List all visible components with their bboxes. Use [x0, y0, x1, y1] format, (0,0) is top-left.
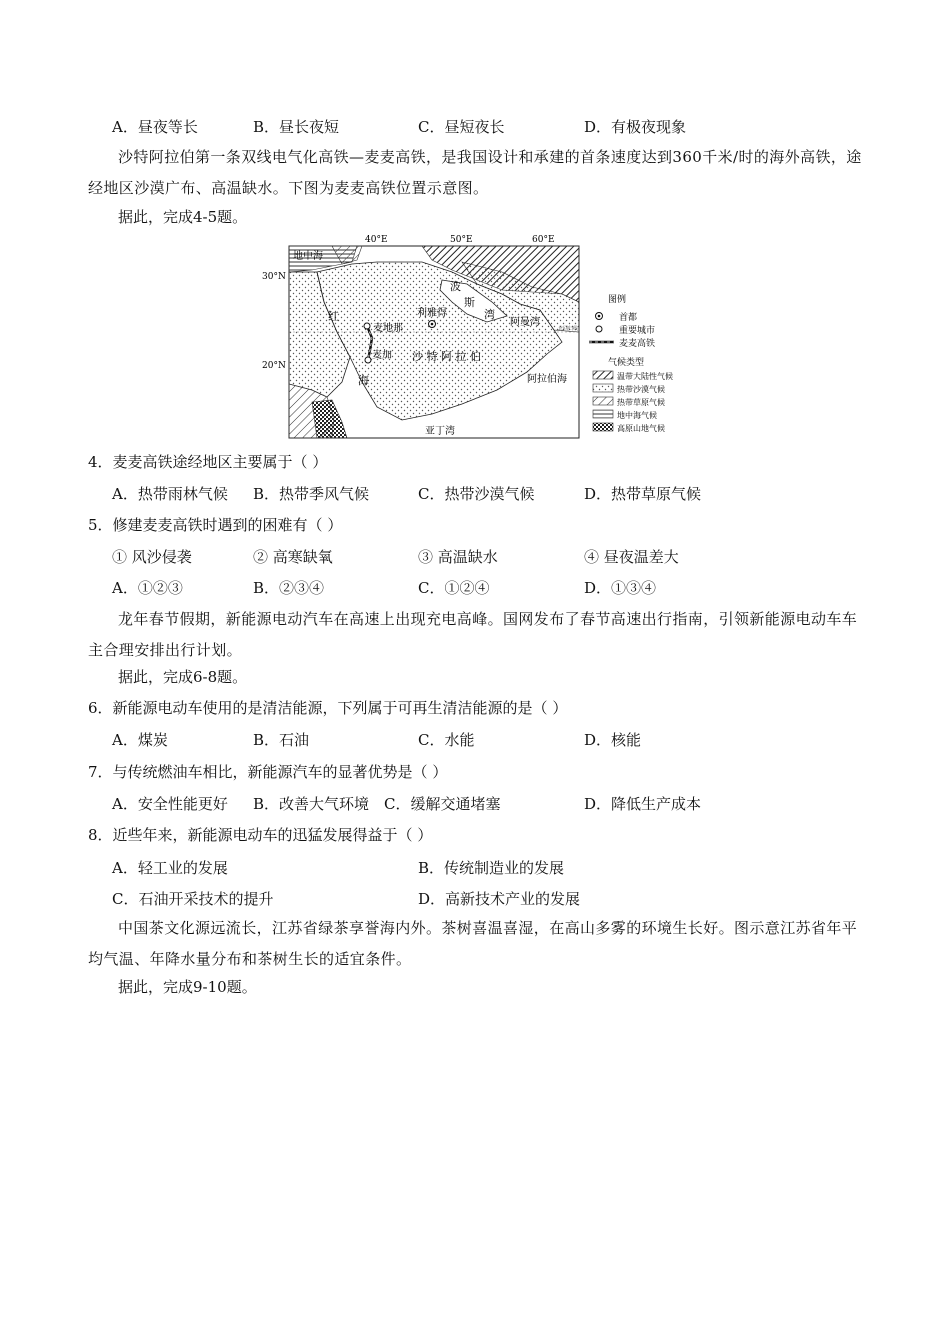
q6-option-c: C．水能 — [418, 731, 475, 749]
legend-savanna: 热带草原气候 — [617, 398, 665, 407]
q5-option-c: C．①②④ — [418, 579, 490, 597]
tropic-label: 北回归线 — [558, 326, 579, 332]
label-bo: 波 — [450, 280, 461, 293]
legend-climate-title: 气候类型 — [608, 358, 645, 368]
q5-option-b: B．②③④ — [253, 579, 325, 597]
label-oman-gulf: 阿曼湾 — [510, 317, 540, 328]
q3-option-d: D．有极夜现象 — [584, 118, 687, 136]
q7-option-c: C．缓解交通堵塞 — [384, 795, 501, 813]
passage-1: 沙特阿拉伯第一条双线电气化高铁—麦麦高铁，是我国设计和承建的首条速度达到360千米/时的海外高铁，途经地区沙漠广布、高温缺水。下图为麦麦高铁位置示意图。 — [88, 148, 862, 197]
q4-option-d: D．热带草原气候 — [584, 485, 702, 503]
label-medina: 麦地那 — [373, 323, 403, 334]
q6-stem: 6．新能源电动车使用的是清洁能源，下列属于可再生清洁能源的是（ ） — [88, 699, 568, 717]
passage-2: 龙年春节假期，新能源电动汽车在高速上出现充电高峰。国网发布了春节高速出行指南，引领新能源电动车车主合理安排出行计划。 — [88, 610, 858, 659]
legend-mediterranean-symbol — [593, 410, 613, 418]
q3-option-b: B．昼长夜短 — [253, 118, 340, 136]
legend-title: 图例 — [608, 295, 627, 305]
legend-temperate: 温带大陆性气候 — [617, 372, 673, 381]
legend-mediterranean: 地中海气候 — [617, 411, 657, 420]
q8-stem: 8．近些年来，新能源电动车的迅猛发展得益于（ ） — [88, 826, 433, 844]
legend-highland: 高原山地气候 — [617, 424, 665, 433]
q8-option-b: B．传统制造业的发展 — [418, 859, 565, 877]
legend-city-symbol — [596, 326, 602, 332]
mecca-marker — [365, 357, 371, 363]
q6-option-a: A．煤炭 — [112, 731, 168, 749]
q4-stem: 4．麦麦高铁途经地区主要属于（ ） — [88, 453, 328, 471]
map-figure — [262, 232, 692, 442]
q8-option-c: C．石油开采技术的提升 — [112, 890, 274, 908]
label-wan: 湾 — [484, 308, 495, 321]
legend-city: 重要城市 — [619, 326, 656, 336]
lat-label-20: 20°N — [262, 361, 286, 371]
label-arabian-sea: 阿拉伯海 — [527, 374, 567, 385]
q6-option-d: D．核能 — [584, 731, 642, 749]
q3-option-a: A．昼夜等长 — [112, 118, 198, 136]
q3-option-c: C．昼短夜长 — [418, 118, 505, 136]
q6-option-b: B．石油 — [253, 731, 310, 749]
q5-stem: 5．修建麦麦高铁时遇到的困难有（ ） — [88, 516, 343, 534]
q8-option-a: A．轻工业的发展 — [112, 859, 228, 877]
q5-statement-3: ③ 高温缺水 — [418, 548, 498, 566]
passage-1-instruction: 据此，完成4-5题。 — [118, 208, 248, 226]
q5-statement-1: ① 风沙侵袭 — [112, 548, 192, 566]
legend-desert-symbol — [593, 384, 613, 392]
passage-2-instruction: 据此，完成6-8题。 — [118, 668, 248, 686]
medina-marker — [364, 323, 370, 329]
label-saudi: 沙 特 阿 拉 伯 — [412, 350, 481, 363]
q4-option-b: B．热带季风气候 — [253, 485, 370, 503]
arabia-map — [262, 232, 692, 442]
passage-3: 中国茶文化源远流长，江苏省绿茶享誉海内外。茶树喜温喜湿，在高山多雾的环境生长好。图示意江苏省年平均气温、年降水量分布和茶树生长的适宜条件。 — [88, 919, 858, 968]
label-si: 斯 — [464, 296, 475, 309]
legend-desert: 热带沙漠气候 — [617, 385, 665, 394]
passage-3-instruction: 据此，完成9-10题。 — [118, 978, 257, 996]
legend-highland-symbol — [593, 423, 613, 431]
legend-savanna-symbol — [593, 397, 613, 405]
lon-label-40: 40°E — [365, 235, 388, 245]
legend-capital: 首都 — [619, 313, 638, 323]
q7-option-a: A．安全性能更好 — [112, 795, 228, 813]
label-aden: 亚丁湾 — [425, 426, 455, 437]
q5-option-d: D．①③④ — [584, 579, 657, 597]
lon-label-50: 50°E — [450, 235, 473, 245]
q5-statement-4: ④ 昼夜温差大 — [584, 548, 679, 566]
q7-option-d: D．降低生产成本 — [584, 795, 702, 813]
lat-label-30: 30°N — [262, 272, 286, 282]
q7-stem: 7．与传统燃油车相比，新能源汽车的显著优势是（ ） — [88, 763, 448, 781]
legend-temperate-symbol — [593, 371, 613, 379]
label-sea: 海 — [358, 374, 369, 387]
q4-option-a: A．热带雨林气候 — [112, 485, 228, 503]
label-riyadh: 利雅得 — [417, 308, 447, 319]
q4-option-c: C．热带沙漠气候 — [418, 485, 535, 503]
label-red: 红 — [328, 310, 339, 323]
label-mediterranean: 地中海 — [293, 251, 323, 262]
legend-rail: 麦麦高铁 — [619, 339, 656, 349]
q7-option-b: B．改善大气环境 — [253, 795, 370, 813]
lon-label-60: 60°E — [532, 235, 555, 245]
q5-statement-2: ② 高寒缺氧 — [253, 548, 333, 566]
label-mecca: 麦加 — [372, 350, 392, 361]
q8-option-d: D．高新技术产业的发展 — [418, 890, 581, 908]
q5-option-a: A．①②③ — [112, 579, 183, 597]
